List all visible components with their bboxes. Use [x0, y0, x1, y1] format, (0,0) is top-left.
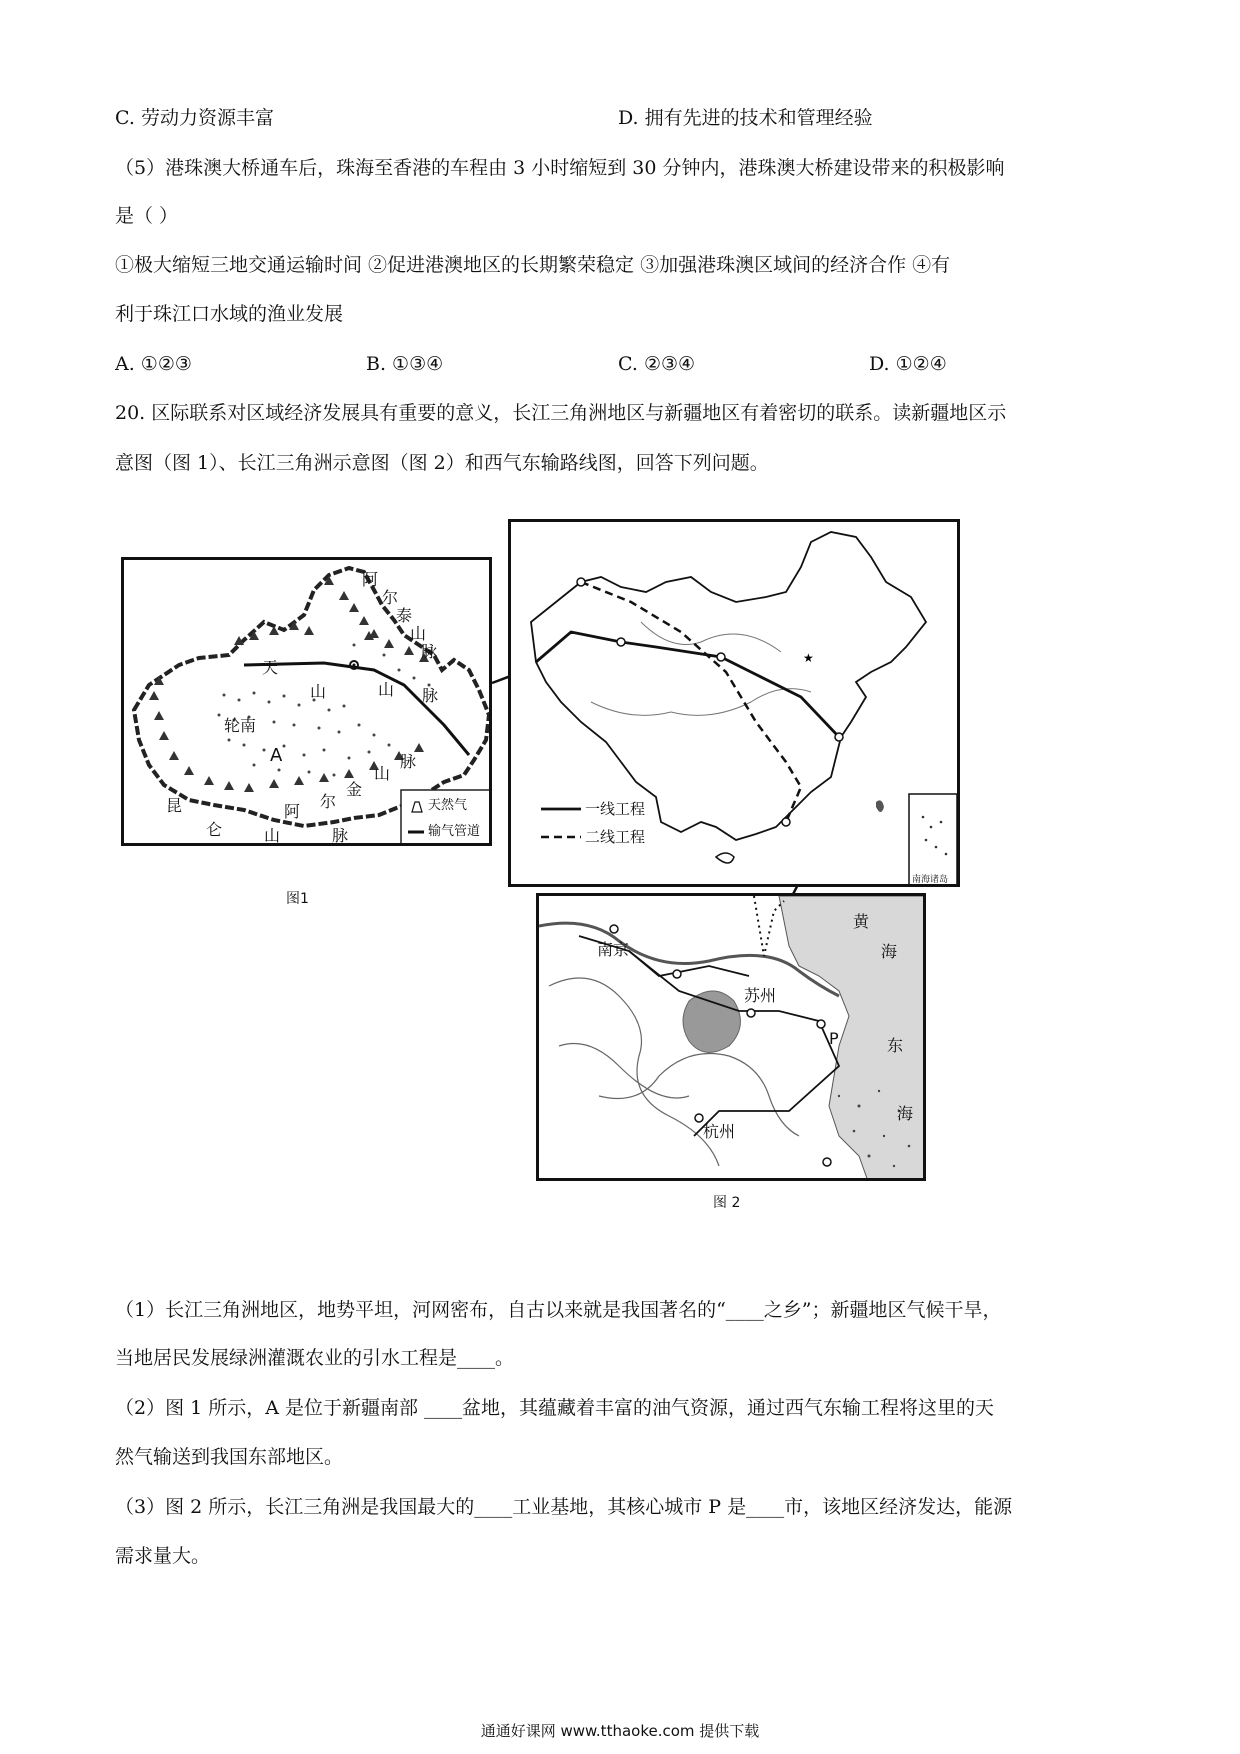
label-altun-3: 金: [346, 780, 363, 799]
label-tianshan-3: 山: [378, 680, 395, 699]
china-map-drawing: [511, 522, 960, 887]
label-nanjing: 南京: [597, 940, 630, 959]
option-d: D. 拥有先进的技术和管理经验: [618, 107, 873, 129]
label-tianshan-2: 山: [310, 682, 327, 701]
label-altai-5: 脉: [421, 642, 438, 661]
label-altun-4: 山: [374, 764, 391, 783]
label-kunlun-4: 脉: [332, 826, 349, 845]
china-pipeline-map: [508, 519, 960, 887]
label-tianshan-1: 天: [262, 658, 279, 677]
label-donghai-2: 海: [897, 1104, 914, 1123]
q20-stem1: 20. 区际联系对区域经济发展具有重要的意义，长江三角洲地区与新疆地区有着密切的联系。读新疆地区示: [115, 402, 1007, 424]
inset-label: 南海诸岛: [912, 875, 949, 885]
footer-source: 通通好课网 www.tthaoke.com 提供下载: [480, 1722, 760, 1740]
label-kunlun-3: 山: [264, 826, 281, 845]
label-altai-4: 山: [410, 624, 427, 643]
legend-gas-label: 天然气: [428, 798, 468, 813]
choice-b: B. ①③④: [366, 353, 444, 375]
sub2-line2: 然气输送到我国东部地区。: [115, 1446, 344, 1468]
legend-line2-label: 二线工程: [585, 828, 646, 846]
label-altun-2: 尔: [320, 792, 337, 811]
figure1-caption: 图1: [286, 891, 309, 907]
label-altai-2: 尔: [382, 588, 399, 607]
label-kunlun-2: 仑: [206, 820, 223, 839]
sub3-line2: 需求量大。: [115, 1545, 211, 1567]
sub5-line1: （5）港珠澳大桥通车后，珠海至香港的车程由 3 小时缩短到 30 分钟内，港珠澳大桥建设带来的积极影响: [115, 157, 1005, 179]
choice-d: D. ①②④: [869, 353, 947, 375]
label-suzhou: 苏州: [744, 986, 777, 1005]
svg-text:★: ★: [803, 651, 814, 665]
label-kunlun-1: 昆: [166, 796, 183, 815]
figure2-caption: 图 2: [713, 1195, 741, 1211]
label-hangzhou: 杭州: [703, 1122, 736, 1141]
label-huanghai-1: 黄: [853, 912, 870, 931]
choice-a: A. ①②③: [115, 353, 192, 375]
choice-c: C. ②③④: [618, 353, 696, 375]
sub1-line2: 当地居民发展绿洲灌溉农业的引水工程是____。: [115, 1347, 515, 1369]
legend-pipe-label: 输气管道: [428, 824, 481, 839]
sub5-line2: 是（ ）: [115, 205, 179, 227]
label-altai-1: 阿: [362, 570, 379, 589]
label-huanghai-2: 海: [881, 942, 898, 961]
sub5-items1: ①极大缩短三地交通运输时间 ②促进港澳地区的长期繁荣稳定 ③加强港珠澳区域间的经济合作 ④有: [115, 254, 951, 276]
label-lunnan: 轮南: [224, 716, 257, 735]
figure2-yangtze-delta-map: [536, 893, 926, 1181]
pipeline-line-2: [581, 582, 801, 822]
sub5-items2: 利于珠江口水域的渔业发展: [115, 303, 344, 325]
label-altun-1: 阿: [284, 802, 301, 821]
option-c: C. 劳动力资源丰富: [115, 107, 274, 129]
legend-line1-label: 一线工程: [585, 800, 646, 818]
q20-stem2: 意图（图 1）、长江三角洲示意图（图 2）和西气东输路线图，回答下列问题。: [115, 452, 769, 474]
label-basin-a: A: [270, 745, 283, 766]
label-altai-3: 泰: [396, 606, 413, 625]
label-tianshan-4: 脉: [422, 686, 439, 705]
label-altun-5: 脉: [400, 752, 417, 771]
label-p: P: [829, 1029, 839, 1048]
sub2-line1: （2）图 1 所示，A 是位于新疆南部 ____盆地，其蕴藏着丰富的油气资源，通过西气东输工程将这里的天: [115, 1397, 995, 1419]
sub3-line1: （3）图 2 所示，长江三角洲是我国最大的____工业基地，其核心城市 P 是____市，该地区经济发达，能源: [115, 1496, 1013, 1518]
label-donghai-1: 东: [887, 1036, 904, 1055]
sub1-line1: （1）长江三角洲地区，地势平坦，河网密布，自古以来就是我国著名的“____之乡”；新疆地区气候干旱，: [115, 1299, 1002, 1321]
